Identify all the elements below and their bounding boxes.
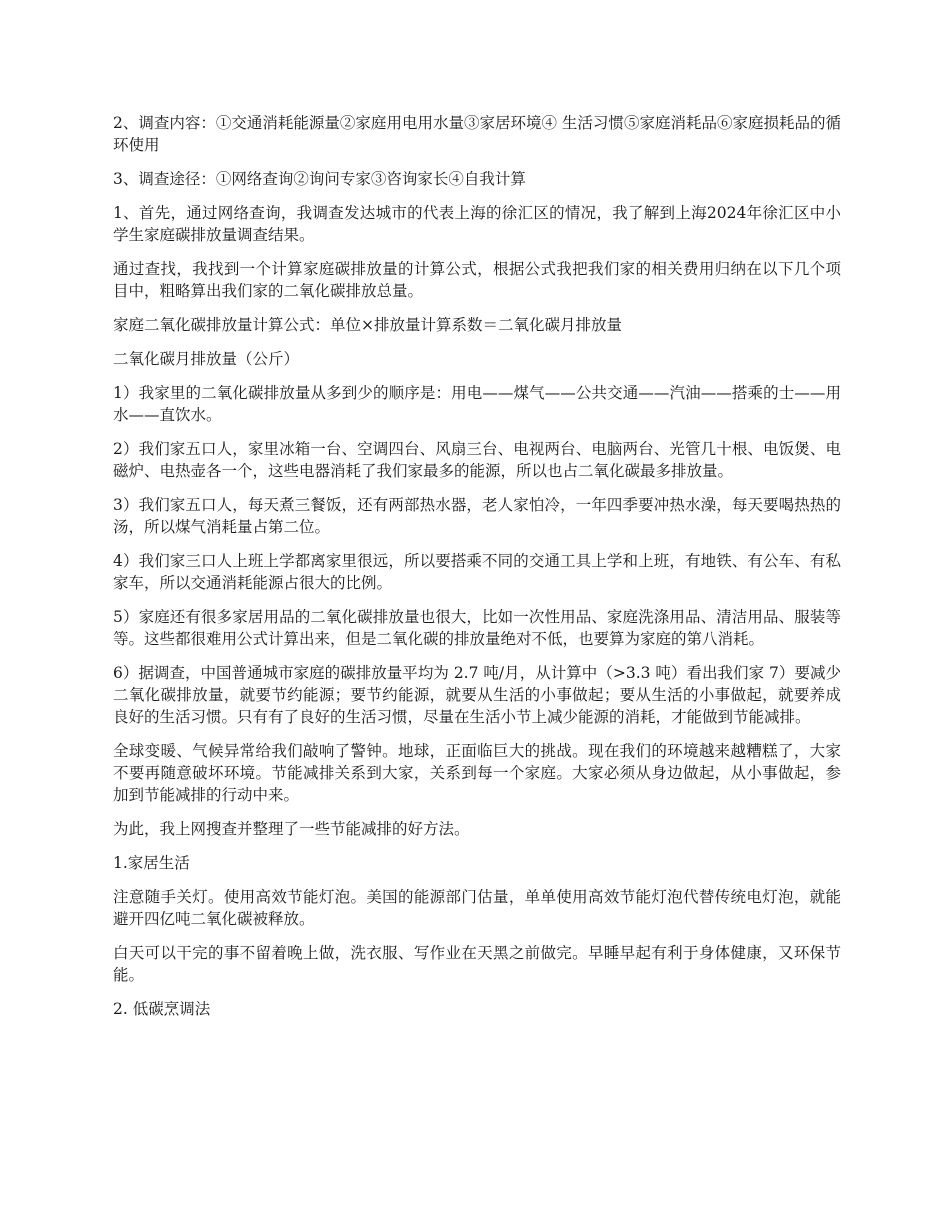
- paragraph-survey-content: 2、调查内容：①交通消耗能源量②家庭用电用水量③家居环境④ 生活习惯⑤家庭消耗品⑥家庭损耗品的循环使用: [113, 114, 841, 154]
- document-page: [113, 112, 841, 1032]
- paragraph-item-1: 1）我家里的二氧化碳排放量从多到少的顺序是：用电——煤气——公共交通——汽油——搭乘的士——用水——直饮水。: [113, 384, 841, 424]
- paragraph-daytime-tasks: 白天可以干完的事不留着晚上做，洗衣服、写作业在天黑之前做完。早睡早起有利于身体健康，又环保节能。: [113, 944, 841, 984]
- paragraph-item-2: 2）我们家五口人，家里冰箱一台、空调四台、风扇三台、电视两台、电脑两台、光管几十根、电饭煲、电磁炉、电热壶各一个，这些电器消耗了我们家最多的能源，所以也占二氧化碳最多排放量。: [113, 440, 841, 480]
- section-heading-home-life: 1.家居生活: [113, 854, 190, 872]
- paragraph-item-3: 3）我们家五口人，每天煮三餐饭，还有两部热水器，老人家怕冷，一年四季要冲热水澡，每天要喝热热的汤，所以煤气消耗量占第二位。: [113, 496, 841, 536]
- paragraph-formula-intro: 通过查找，我找到一个计算家庭碳排放量的计算公式，根据公式我把我们家的相关费用归纳在以下几个项目中，粗略算出我们家的二氧化碳排放总量。: [113, 260, 841, 300]
- paragraph-item-5: 5）家庭还有很多家居用品的二氧化碳排放量也很大，比如一次性用品、家庭洗涤用品、清洁用品、服装等等。这些都很难用公式计算出来，但是二氧化碳的排放量绝对不低，也要算为家庭的第八消耗。: [113, 608, 841, 648]
- paragraph-light-bulbs: 注意随手关灯。使用高效节能灯泡。美国的能源部门估量，单单使用高效节能灯泡代替传统电灯泡，就能避开四亿吨二氧化碳被释放。: [113, 888, 841, 928]
- paragraph-monthly-emission-label: 二氧化碳月排放量（公斤）: [113, 350, 300, 368]
- paragraph-formula: 家庭二氧化碳排放量计算公式：单位×排放量计算系数＝二氧化碳月排放量: [113, 316, 622, 334]
- section-heading-low-carbon-cooking: 2. 低碳烹调法: [113, 1000, 211, 1018]
- paragraph-item-6: 6）据调查，中国普通城市家庭的碳排放量平均为 2.7 吨/月，从计算中（>3.3 吨）看出我们家 7）要减少二氧化碳排放量，就要节约能源；要节约能源，就要从生活的小事做起；要从生活的小事做起，就要养成良好的生活习惯。只有有了良好的生活习惯，尽量在生活小节上减少能源的消耗，才能做到节能减排。: [113, 664, 841, 726]
- paragraph-item-4: 4）我们家三口人上班上学都离家里很远，所以要搭乘不同的交通工具上学和上班，有地铁、有公车、有私家车，所以交通消耗能源占很大的比例。: [113, 552, 841, 592]
- paragraph-methods-intro: 为此，我上网搜查并整理了一些节能减排的好方法。: [113, 820, 470, 838]
- paragraph-global-warming: 全球变暖、气候异常给我们敲响了警钟。地球，正面临巨大的挑战。现在我们的环境越来越糟糕了，大家不要再随意破坏环境。节能减排关系到大家，关系到每一个家庭。大家必须从身边做起，从小事做起，参加到节能减排的行动中来。: [113, 742, 841, 804]
- paragraph-survey-method: 3、调查途径：①网络查询②询问专家③咨询家长④自我计算: [113, 170, 526, 188]
- paragraph-online-research: 1、首先，通过网络查询，我调查发达城市的代表上海的徐汇区的情况，我了解到上海2024年徐汇区中小学生家庭碳排放量调查结果。: [113, 204, 841, 244]
